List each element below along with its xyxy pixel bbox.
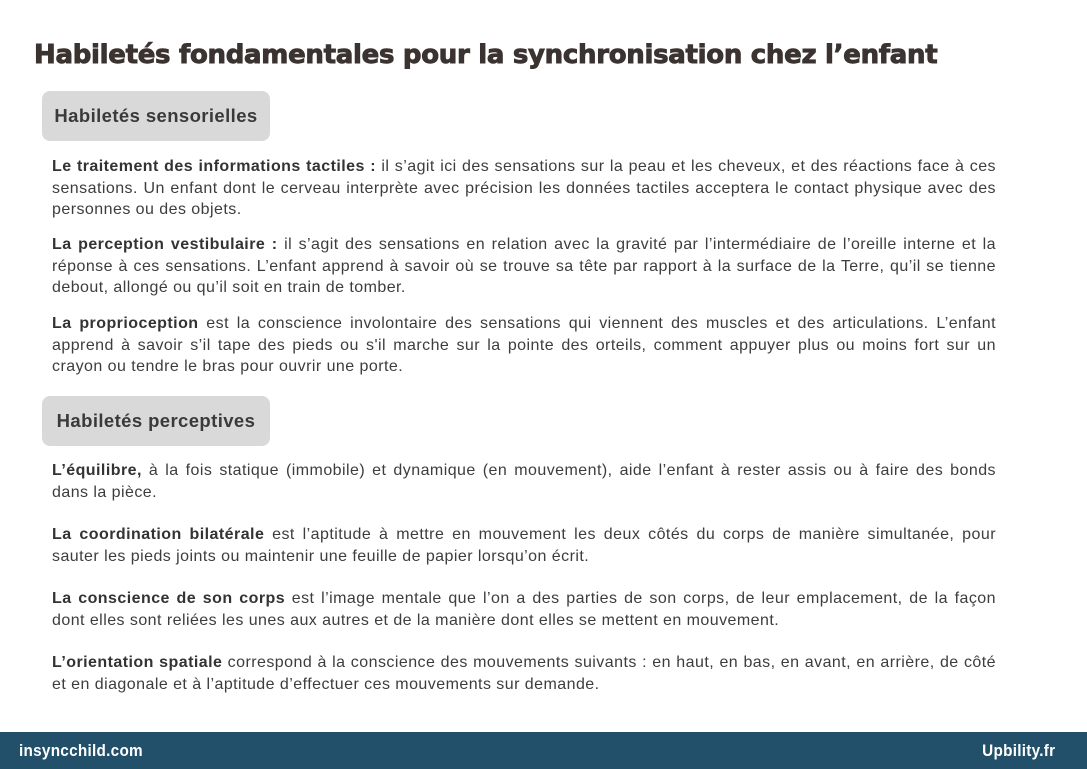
section-heading-sensory <box>42 91 270 141</box>
paragraph-tactile <box>52 156 996 221</box>
section-heading-perceptive <box>42 396 270 446</box>
footer-source-right: Upbility.fr <box>981 740 1055 760</box>
section-heading-label: Habiletés perceptives <box>56 410 256 431</box>
page-title: Habiletés fondamentales pour la synchronisation chez l’enfant <box>34 40 938 70</box>
description-vestibular: il s’agit des sensations en relation avec la gravité par l’intermédiaire de l’oreille interne et la réponse à ces sensations. L’enfant apprend à savoir où se trouve sa tête par rapport à la surface de la Terre, qu’il se tienne debout, allongé ou qu’il soit en train de tomber. <box>52 236 997 296</box>
paragraph-spatial-orientation <box>52 652 996 695</box>
description-body-awareness: est l’image mentale que l’on a des parties de son corps, de leur emplacement, de la façon dont elles sont reliées les unes aux autres et de la manière dont elles se mettent en mouvement. <box>52 590 996 629</box>
term-body-awareness: La conscience de son corps <box>52 590 286 607</box>
term-bilateral-coordination: La coordination bilatérale <box>52 526 265 543</box>
term-proprioception: La proprioception <box>52 315 199 332</box>
paragraph-body-awareness <box>52 588 996 631</box>
term-spatial-orientation: L’orientation spatiale <box>52 654 223 671</box>
paragraph-balance <box>52 460 996 503</box>
term-tactile: Le traitement des informations tactiles : <box>52 158 377 175</box>
description-bilateral-coordination: est l’aptitude à mettre en mouvement les deux côtés du corps de manière simultanée, pour sauter les pieds joints ou maintenir une feuille de papier lorsqu’on écrit. <box>52 526 996 565</box>
paragraph-vestibular <box>52 234 996 299</box>
section-heading-label: Habiletés sensorielles <box>54 105 258 126</box>
footer-bar <box>0 732 1087 769</box>
description-proprioception: est la conscience involontaire des sensations qui viennent des muscles et des articulations. L’enfant apprend à savoir s’il tape des pieds ou s'il marche sur la pointe des orteils, comment appuyer plus ou moins fort sur un crayon ou tendre le bras pour ouvrir une porte. <box>52 315 996 375</box>
description-tactile: il s’agit ici des sensations sur la peau et les cheveux, et des réactions face à ces sensations. Un enfant dont le cerveau interprète avec précision les données tactiles acceptera le contact physique avec des personnes ou des objets. <box>52 158 996 218</box>
footer-source-left: insyncchild.com <box>19 740 143 760</box>
description-balance: à la fois statique (immobile) et dynamique (en mouvement), aide l’enfant à rester assis ou à faire des bonds dans la pièce. <box>52 462 996 501</box>
description-spatial-orientation: correspond à la conscience des mouvements suivants : en haut, en bas, en avant, en arrière, de côté et en diagonale et à l’aptitude d’effectuer ces mouvements sur demande. <box>52 654 996 693</box>
term-balance: L’équilibre, <box>52 462 142 479</box>
term-vestibular: La perception vestibulaire : <box>52 236 278 253</box>
paragraph-proprioception <box>52 313 996 378</box>
paragraph-bilateral-coordination <box>52 524 996 567</box>
